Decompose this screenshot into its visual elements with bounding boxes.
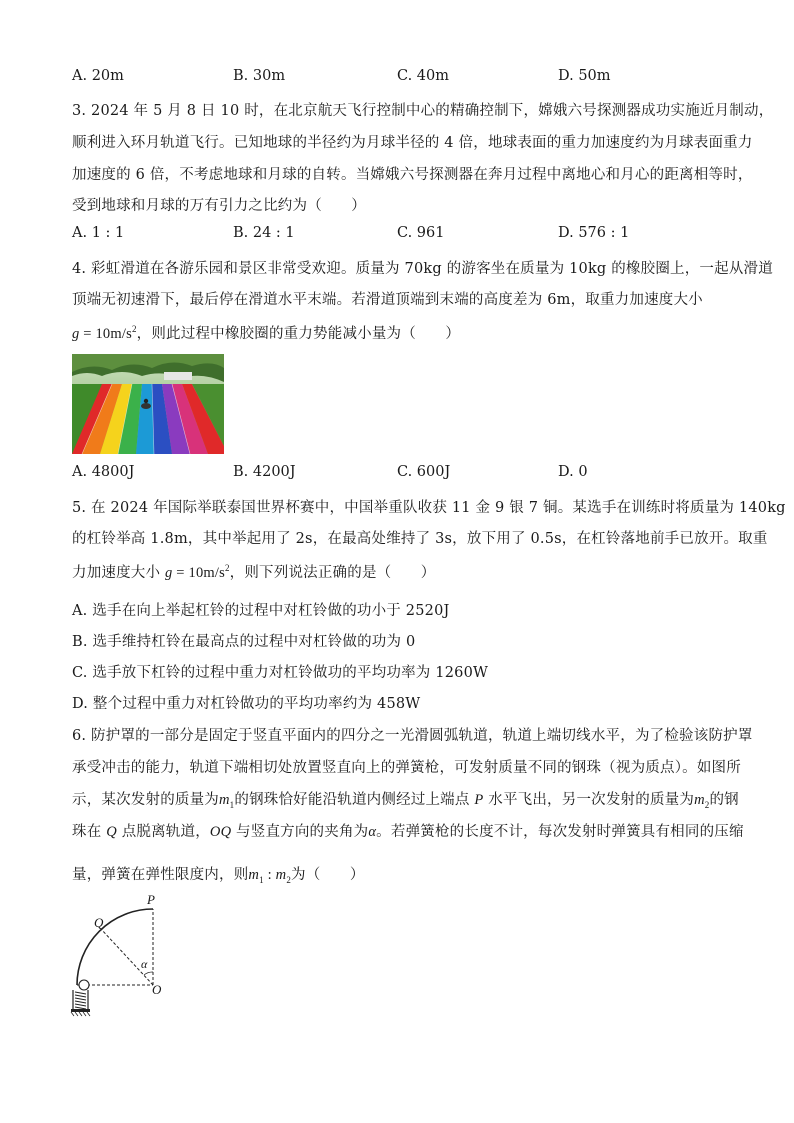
rainbow-slide-image	[72, 354, 224, 454]
q4-option-d: D. 0	[558, 464, 588, 480]
q3-text-line: 顺利进入环月轨道飞行。已知地球的半径约为月球半径的 4 倍，地球表面的重力加速度约为月球表面重力	[72, 135, 753, 151]
steel-ball	[79, 980, 89, 990]
q4-option-b: B. 4200J	[233, 464, 296, 480]
q6-text-line: 量，弹簧在弹性限度内，则$m_1$ : $m_2$为（ ）	[72, 867, 365, 885]
angle-arc	[144, 972, 153, 975]
q5-text-line: 5. 在 2024 年国际举联泰国世界杯赛中，中国举重队收获 11 金 9 银 7 铜。某选手在训练时将质量为 140kg	[72, 500, 786, 516]
q2-option-b: B. 30m	[233, 68, 286, 84]
q5-formula-line: 力加速度大小 $g = 10m/s^2$，则下列说法正确的是（ ）	[72, 563, 436, 581]
label-o: O	[152, 982, 162, 997]
q3-option-a: A. 1 : 1	[72, 225, 125, 241]
q6-text-line: 6. 防护罩的一部分是固定于竖直平面内的四分之一光滑圆弧轨道，轨道上端切线水平，为了检验该防护罩	[72, 728, 753, 744]
q5-option-c: C. 选手放下杠铃的过程中重力对杠铃做功的平均功率为 1260W	[72, 665, 489, 681]
q4-text-line: 4. 彩虹滑道在各游乐园和景区非常受欢迎。质量为 70kg 的游客坐在质量为 10kg 的橡胶圈上，一起从滑道	[72, 261, 773, 277]
q5-option-a: A. 选手在向上举起杠铃的过程中对杠铃做的功小于 2520J	[72, 603, 450, 619]
variable-g: g	[165, 565, 173, 581]
variable-g: g	[72, 326, 80, 342]
q3-option-c: C. 961	[397, 225, 445, 241]
q3-text-line: 加速度的 6 倍，不考虑地球和月球的自转。当嫦娥六号探测器在奔月过程中离地心和月心的距离相等时，	[72, 167, 753, 183]
q4-option-a: A. 4800J	[72, 464, 135, 480]
q6-track-diagram	[64, 892, 174, 1017]
q5-option-b: B. 选手维持杠铃在最高点的过程中对杠铃做的功为 0	[72, 634, 416, 650]
q3-option-d: D. 576 : 1	[558, 225, 630, 241]
label-alpha: α	[141, 957, 148, 971]
q4-option-c: C. 600J	[397, 464, 451, 480]
q2-option-a: A. 20m	[72, 68, 124, 84]
rainbow-slide-photo	[72, 354, 224, 454]
q3-text-line: 受到地球和月球的万有引力之比约为（ ）	[72, 198, 366, 214]
q5-option-d: D. 整个过程中重力对杠铃做功的平均功率约为 458W	[72, 696, 421, 712]
q3-text-line: 3. 2024 年 5 月 8 日 10 时，在北京航天飞行控制中心的精确控制下，嫦娥六号探测器成功实施近月制动，	[72, 103, 774, 119]
q4-formula-line: $g = 10m/s^2$，则此过程中橡胶圈的重力势能减小量为（ ）	[72, 324, 461, 342]
arc-track	[77, 909, 153, 985]
label-p: P	[147, 892, 155, 907]
q6-text-line: 示，某次发射的质量为$m_1$的钢珠恰好能沿轨道内侧经过上端点 P 水平飞出，另一次发射的质量为$m_2$的钢	[72, 792, 739, 810]
q6-text-line: 承受冲击的能力，轨道下端相切处放置竖直向上的弹簧枪，可发射质量不同的钢珠（视为质点）。如图所	[72, 760, 741, 776]
q2-option-d: D. 50m	[558, 68, 611, 84]
q3-option-b: B. 24 : 1	[233, 225, 295, 241]
q2-option-c: C. 40m	[397, 68, 449, 84]
q5-text-line: 的杠铃举高 1.8m，其中举起用了 2s，在最高处维持了 3s，放下用了 0.5s，在杠铃落地前手已放开。取重	[72, 531, 768, 547]
label-q: Q	[94, 915, 104, 930]
spring-gun	[71, 990, 90, 1016]
q4-text-line: 顶端无初速滑下，最后停在滑道水平末端。若滑道顶端到末端的高度差为 6m，取重力加速度大小	[72, 292, 703, 308]
q6-text-line: 珠在 Q 点脱离轨道，OQ 与竖直方向的夹角为α。若弹簧枪的长度不计，每次发射时弹簧具有相同的压缩	[72, 824, 744, 840]
